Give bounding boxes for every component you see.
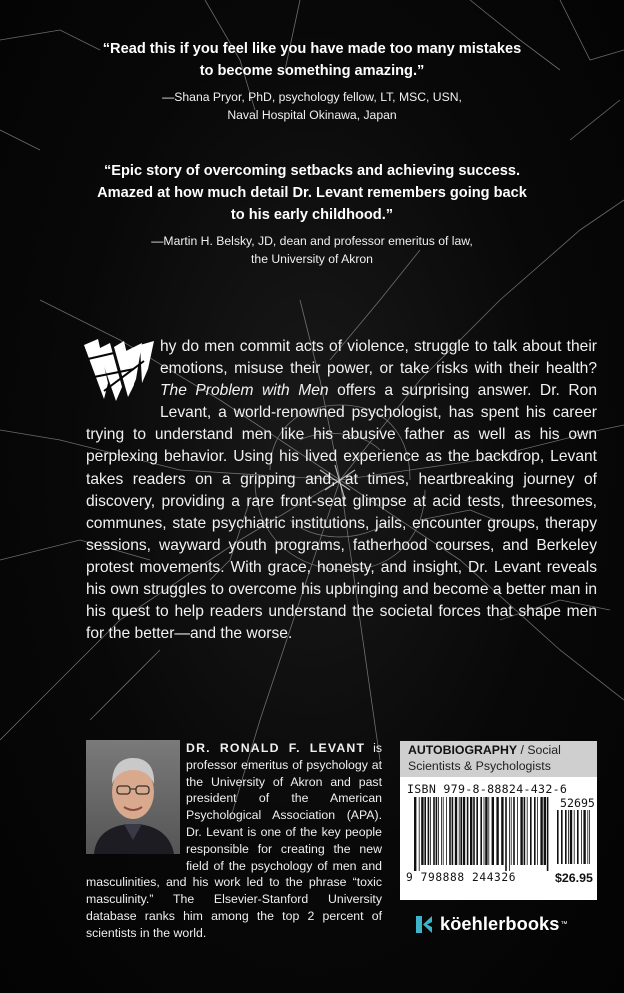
isbn-digits: 9 798888 244326	[406, 871, 517, 884]
blurb-text: hy do men commit acts of violence, struggle to talk about their emotions, misuse their power, or take risks with their health?	[160, 338, 597, 378]
koehler-k-logo-icon	[414, 914, 435, 935]
publisher-name: köehlerbooks	[440, 913, 560, 934]
barcode-panel	[400, 741, 597, 900]
testimonial-quote	[60, 38, 564, 124]
author-bio	[86, 740, 382, 942]
isbn-label: ISBN 979-8-88824-432-6	[407, 782, 568, 796]
price-barcode	[557, 810, 592, 870]
publisher-logo	[414, 910, 567, 938]
quote-text: “Epic story of overcoming setbacks and achieving success. Amazed at how much detail Dr. Levant remembers going back to his early childhood.”	[97, 163, 527, 223]
book-title: The Problem with Men	[160, 382, 329, 400]
testimonial-quote	[60, 160, 564, 268]
quote-text: “Read this if you feel like you have made too many mistakes to become something amazing.”	[102, 41, 522, 79]
author-name: DR. RONALD F. LEVANT	[186, 741, 366, 755]
bisac-category: AUTOBIOGRAPHY / Social Scientists & Psychologists	[400, 741, 597, 777]
price: $26.95	[555, 871, 593, 885]
trademark-symbol: ™	[560, 920, 568, 928]
blurb-text: offers a surprising answer. Dr. Ron Levant, a world-renowned psychologist, has spent his career trying to understand men like his abusive father as well as his own perplexing behavior. Using his lived experience as the backdrop, Levant takes readers on a gripping and, at times, heartbreaking journey of discovery, providing a rare front-seat glimpse at acid tests, threesomes, communes, state psychiatric institutions, jails, encounter groups, therapy sessions, wayward youth programs, fatherhood courses, and Berkeley protest movements. With grace, honesty, and insight, Dr. Levant reveals his own struggles to overcome his upbringing and become a better man in his quest to help readers understand the societal forces that shape men for the better—and the worse.	[86, 382, 597, 643]
isbn-barcode	[414, 797, 550, 871]
dropcap-w-icon	[84, 339, 156, 405]
price-code: 52695	[560, 796, 595, 810]
book-description	[86, 336, 597, 645]
author-bio-text: is professor emeritus of psychology at the University of Akron and past president of the American Psychological Association (APA). Dr. Levant is one of the key people responsible for creating the new field of the psychology of men and masculinities, and his work led to the phrase “toxic masculinity.” The Elsevier-Stanford University database ranks him among the top 2 percent of scientists in the world.	[86, 741, 382, 940]
quote-attribution: —Martin H. Belsky, JD, dean and professor emeritus of law, the University of Akron	[151, 234, 473, 266]
dropcap-letter	[160, 336, 161, 337]
quote-attribution: —Shana Pryor, PhD, psychology fellow, LT, MSC, USN, Naval Hospital Okinawa, Japan	[162, 90, 462, 122]
